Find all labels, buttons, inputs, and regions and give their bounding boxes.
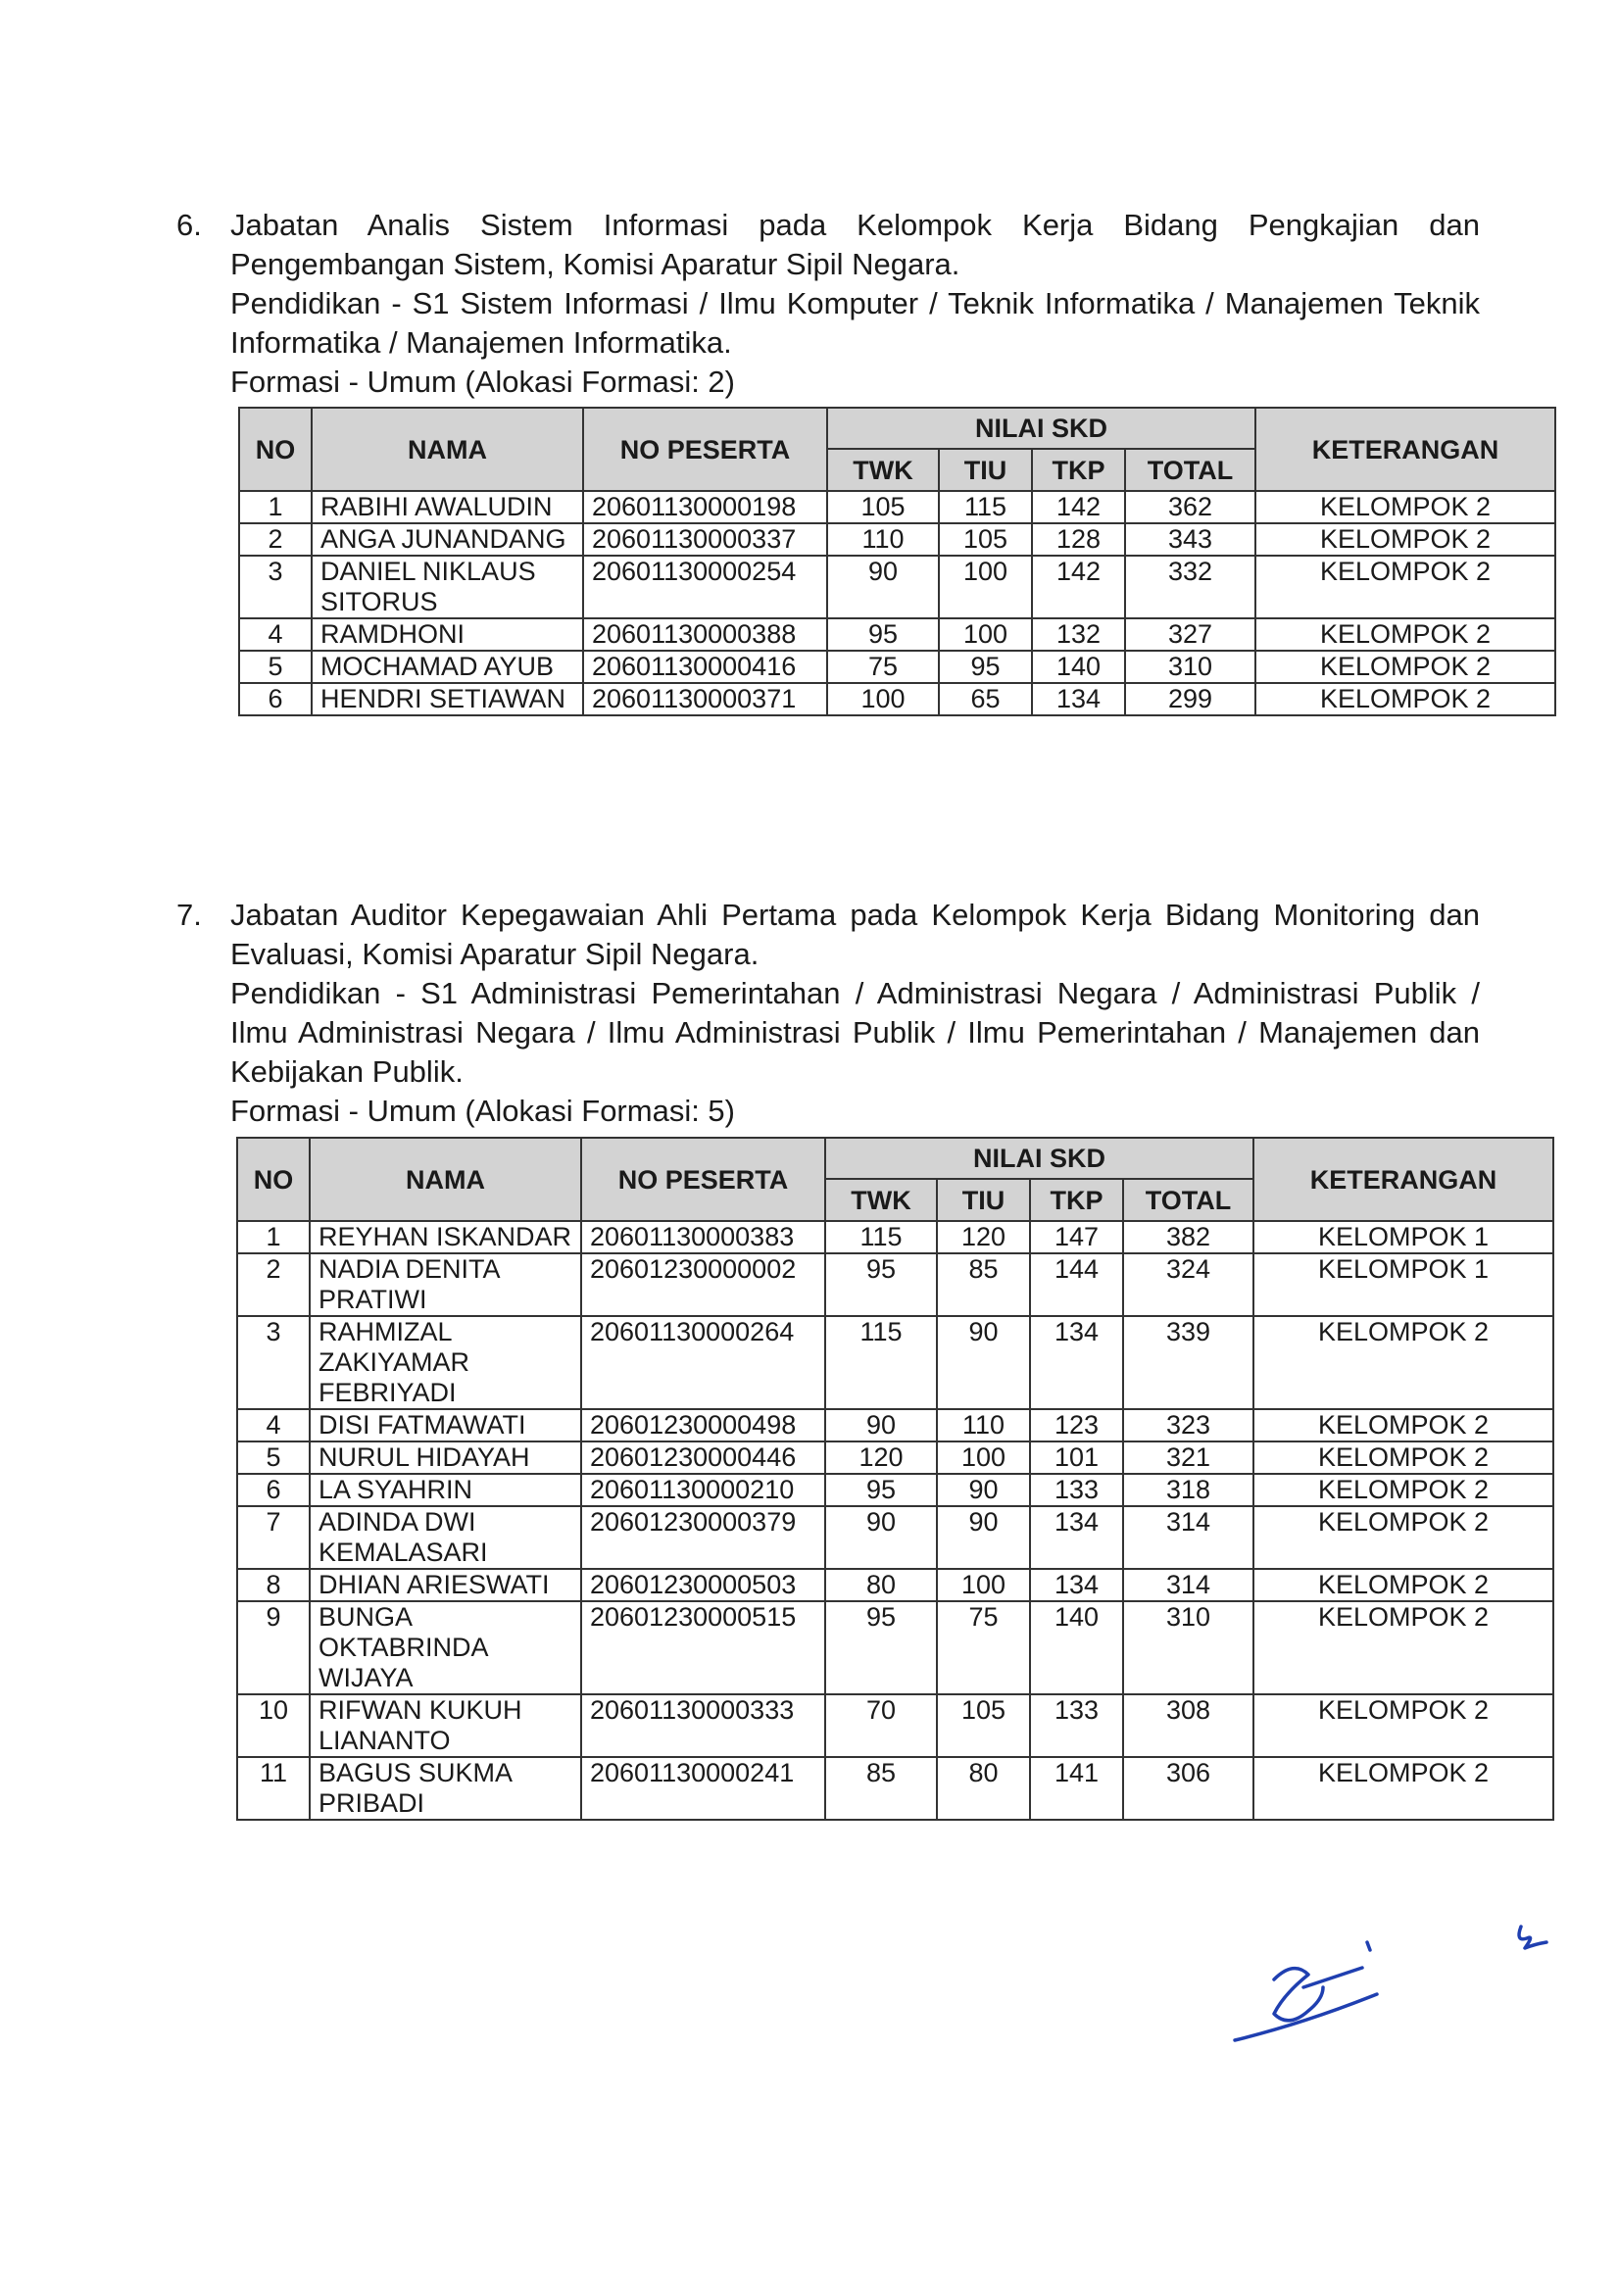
participant-number: 20601230000379 <box>581 1506 825 1569</box>
score-total: 324 <box>1123 1253 1253 1316</box>
score-total: 308 <box>1123 1694 1253 1757</box>
participant-name: DHIAN ARIESWATI <box>310 1569 581 1601</box>
score-twk: 120 <box>825 1441 937 1474</box>
header-keterangan: KETERANGAN <box>1255 408 1555 491</box>
header-nilai-skd: NILAI SKD <box>827 408 1255 449</box>
score-total: 310 <box>1123 1601 1253 1694</box>
table-row <box>237 1601 1553 1694</box>
table-row <box>237 1221 1553 1253</box>
score-twk: 115 <box>825 1316 937 1409</box>
participant-number: 20601130000264 <box>581 1316 825 1409</box>
results-table-7 <box>236 1137 1554 1821</box>
table-row <box>237 1316 1553 1409</box>
score-tiu: 110 <box>937 1409 1030 1441</box>
score-tkp: 140 <box>1030 1601 1123 1694</box>
score-tkp: 134 <box>1030 1316 1123 1409</box>
table-row <box>239 683 1555 715</box>
row-number: 2 <box>237 1253 310 1316</box>
signature-initials <box>1215 1921 1588 2077</box>
score-twk: 95 <box>825 1474 937 1506</box>
formation-line: Formasi - Umum (Alokasi Formasi: 5) <box>230 1094 735 1128</box>
position-line: Pengembangan Sistem, Komisi Aparatur Sipil Negara. <box>230 247 960 281</box>
header-tiu: TIU <box>937 1179 1030 1221</box>
header-total: TOTAL <box>1123 1179 1253 1221</box>
participant-number: 20601130000388 <box>583 618 827 651</box>
header-no: NO <box>239 408 312 491</box>
row-number: 6 <box>237 1474 310 1506</box>
section-number: 7. <box>176 898 202 932</box>
participant-number: 20601130000383 <box>581 1221 825 1253</box>
header-keterangan: KETERANGAN <box>1253 1138 1553 1221</box>
group-label: KELOMPOK 2 <box>1255 556 1555 618</box>
score-tiu: 80 <box>937 1757 1030 1820</box>
score-total: 314 <box>1123 1569 1253 1601</box>
participant-name: BUNGA OKTABRINDA WIJAYA <box>310 1601 581 1694</box>
section-text <box>230 206 1480 402</box>
table-row <box>239 651 1555 683</box>
table-row <box>237 1506 1553 1569</box>
score-tkp: 128 <box>1032 523 1125 556</box>
score-tiu: 75 <box>937 1601 1030 1694</box>
table-row <box>237 1474 1553 1506</box>
score-tiu: 105 <box>937 1694 1030 1757</box>
score-total: 327 <box>1125 618 1255 651</box>
row-number: 11 <box>237 1757 310 1820</box>
score-tkp: 144 <box>1030 1253 1123 1316</box>
header-tiu: TIU <box>939 449 1032 491</box>
paraf-stroke <box>1519 1927 1546 1948</box>
score-tiu: 105 <box>939 523 1032 556</box>
header-tkp: TKP <box>1030 1179 1123 1221</box>
score-total: 339 <box>1123 1316 1253 1409</box>
score-total: 299 <box>1125 683 1255 715</box>
position-line: Evaluasi, Komisi Aparatur Sipil Negara. <box>230 937 760 971</box>
section-number: 6. <box>176 208 202 242</box>
table-row <box>237 1694 1553 1757</box>
score-twk: 95 <box>827 618 939 651</box>
header-tkp: TKP <box>1032 449 1125 491</box>
table-row <box>237 1757 1553 1820</box>
score-tkp: 123 <box>1030 1409 1123 1441</box>
row-number: 9 <box>237 1601 310 1694</box>
score-twk: 100 <box>827 683 939 715</box>
initial-stroke <box>1303 1968 1362 1987</box>
education-line: Ilmu Administrasi Negara / Ilmu Administrasi Publik / Ilmu Pemerintahan / Manajemen dan <box>230 1015 1480 1050</box>
group-label: KELOMPOK 2 <box>1253 1441 1553 1474</box>
participant-name: DISI FATMAWATI <box>310 1409 581 1441</box>
score-tiu: 90 <box>937 1316 1030 1409</box>
row-number: 4 <box>237 1409 310 1441</box>
participant-name: NURUL HIDAYAH <box>310 1441 581 1474</box>
table-row <box>237 1441 1553 1474</box>
score-tkp: 133 <box>1030 1694 1123 1757</box>
group-label: KELOMPOK 2 <box>1253 1409 1553 1441</box>
education-line: Pendidikan - S1 Administrasi Pemerintahan / Administrasi Negara / Administrasi Publik / <box>230 976 1480 1010</box>
participant-number: 20601230000503 <box>581 1569 825 1601</box>
row-number: 1 <box>237 1221 310 1253</box>
group-label: KELOMPOK 2 <box>1255 523 1555 556</box>
position-line: Jabatan Auditor Kepegawaian Ahli Pertama pada Kelompok Kerja Bidang Monitoring dan <box>230 898 1480 932</box>
score-twk: 110 <box>827 523 939 556</box>
score-twk: 90 <box>825 1409 937 1441</box>
header-nilai-skd: NILAI SKD <box>825 1138 1253 1179</box>
row-number: 8 <box>237 1569 310 1601</box>
participant-name: ADINDA DWI KEMALASARI <box>310 1506 581 1569</box>
score-tkp: 141 <box>1030 1757 1123 1820</box>
row-number: 7 <box>237 1506 310 1569</box>
score-tiu: 100 <box>937 1569 1030 1601</box>
participant-number: 20601230000498 <box>581 1409 825 1441</box>
table-row <box>239 491 1555 523</box>
group-label: KELOMPOK 2 <box>1255 491 1555 523</box>
score-tkp: 142 <box>1032 491 1125 523</box>
score-twk: 80 <box>825 1569 937 1601</box>
group-label: KELOMPOK 2 <box>1253 1757 1553 1820</box>
participant-name: DANIEL NIKLAUS SITORUS <box>312 556 583 618</box>
section-6 <box>176 206 1480 402</box>
row-number: 3 <box>237 1316 310 1409</box>
education-line: Kebijakan Publik. <box>230 1054 464 1089</box>
score-tiu: 120 <box>937 1221 1030 1253</box>
group-label: KELOMPOK 1 <box>1253 1253 1553 1316</box>
score-twk: 90 <box>825 1506 937 1569</box>
table-row <box>237 1253 1553 1316</box>
score-total: 306 <box>1123 1757 1253 1820</box>
participant-name: MOCHAMAD AYUB <box>312 651 583 683</box>
header-nama: NAMA <box>310 1138 581 1221</box>
score-total: 332 <box>1125 556 1255 618</box>
participant-number: 20601230000446 <box>581 1441 825 1474</box>
row-number: 2 <box>239 523 312 556</box>
table-row <box>239 618 1555 651</box>
score-twk: 95 <box>825 1253 937 1316</box>
score-tiu: 100 <box>939 618 1032 651</box>
group-label: KELOMPOK 2 <box>1255 651 1555 683</box>
initial-stroke <box>1235 1994 1377 2040</box>
participant-name: RAMDHONI <box>312 618 583 651</box>
score-twk: 70 <box>825 1694 937 1757</box>
participant-name: RIFWAN KUKUH LIANANTO <box>310 1694 581 1757</box>
participant-number: 20601130000416 <box>583 651 827 683</box>
participant-name: BAGUS SUKMA PRIBADI <box>310 1757 581 1820</box>
group-label: KELOMPOK 2 <box>1253 1316 1553 1409</box>
score-tkp: 133 <box>1030 1474 1123 1506</box>
score-tiu: 100 <box>937 1441 1030 1474</box>
group-label: KELOMPOK 2 <box>1255 618 1555 651</box>
row-number: 1 <box>239 491 312 523</box>
score-twk: 85 <box>825 1757 937 1820</box>
score-tkp: 134 <box>1030 1569 1123 1601</box>
header-no: NO <box>237 1138 310 1221</box>
formation-line: Formasi - Umum (Alokasi Formasi: 2) <box>230 365 735 399</box>
header-twk: TWK <box>827 449 939 491</box>
participant-name: REYHAN ISKANDAR <box>310 1221 581 1253</box>
participant-number: 20601230000515 <box>581 1601 825 1694</box>
section-7 <box>176 896 1480 1131</box>
participant-number: 20601130000333 <box>581 1694 825 1757</box>
row-number: 10 <box>237 1694 310 1757</box>
participant-name: RAHMIZAL ZAKIYAMAR FEBRIYADI <box>310 1316 581 1409</box>
results-table-6 <box>238 407 1556 716</box>
group-label: KELOMPOK 2 <box>1253 1694 1553 1757</box>
group-label: KELOMPOK 2 <box>1253 1569 1553 1601</box>
score-tiu: 95 <box>939 651 1032 683</box>
participant-number: 20601230000002 <box>581 1253 825 1316</box>
score-twk: 95 <box>825 1601 937 1694</box>
participant-name: ANGA JUNANDANG <box>312 523 583 556</box>
score-tiu: 100 <box>939 556 1032 618</box>
education-line: Informatika / Manajemen Informatika. <box>230 325 732 360</box>
score-total: 362 <box>1125 491 1255 523</box>
score-twk: 115 <box>825 1221 937 1253</box>
header-no-peserta: NO PESERTA <box>581 1138 825 1221</box>
header-twk: TWK <box>825 1179 937 1221</box>
score-tiu: 85 <box>937 1253 1030 1316</box>
score-tkp: 132 <box>1032 618 1125 651</box>
participant-number: 20601130000337 <box>583 523 827 556</box>
group-label: KELOMPOK 1 <box>1253 1221 1553 1253</box>
score-tkp: 142 <box>1032 556 1125 618</box>
participant-number: 20601130000210 <box>581 1474 825 1506</box>
row-number: 5 <box>237 1441 310 1474</box>
table-row <box>237 1569 1553 1601</box>
table-row <box>239 556 1555 618</box>
header-no-peserta: NO PESERTA <box>583 408 827 491</box>
participant-name: NADIA DENITA PRATIWI <box>310 1253 581 1316</box>
score-tiu: 90 <box>937 1506 1030 1569</box>
row-number: 4 <box>239 618 312 651</box>
score-tiu: 90 <box>937 1474 1030 1506</box>
score-tkp: 147 <box>1030 1221 1123 1253</box>
score-twk: 75 <box>827 651 939 683</box>
row-number: 6 <box>239 683 312 715</box>
row-number: 5 <box>239 651 312 683</box>
participant-name: RABIHI AWALUDIN <box>312 491 583 523</box>
group-label: KELOMPOK 2 <box>1253 1474 1553 1506</box>
score-total: 318 <box>1123 1474 1253 1506</box>
participant-name: LA SYAHRIN <box>310 1474 581 1506</box>
score-tiu: 115 <box>939 491 1032 523</box>
education-line: Pendidikan - S1 Sistem Informasi / Ilmu Komputer / Teknik Informatika / Manajemen Teknik <box>230 286 1480 320</box>
group-label: KELOMPOK 2 <box>1253 1601 1553 1694</box>
score-total: 382 <box>1123 1221 1253 1253</box>
score-twk: 105 <box>827 491 939 523</box>
participant-number: 20601130000241 <box>581 1757 825 1820</box>
score-tiu: 65 <box>939 683 1032 715</box>
initial-stroke <box>1367 1942 1370 1950</box>
group-label: KELOMPOK 2 <box>1253 1506 1553 1569</box>
score-tkp: 134 <box>1030 1506 1123 1569</box>
participant-number: 20601130000371 <box>583 683 827 715</box>
row-number: 3 <box>239 556 312 618</box>
score-total: 343 <box>1125 523 1255 556</box>
section-text <box>230 896 1480 1131</box>
score-total: 314 <box>1123 1506 1253 1569</box>
initial-stroke <box>1274 1969 1323 2021</box>
header-total: TOTAL <box>1125 449 1255 491</box>
score-twk: 90 <box>827 556 939 618</box>
position-line: Jabatan Analis Sistem Informasi pada Kelompok Kerja Bidang Pengkajian dan <box>230 208 1480 242</box>
participant-name: HENDRI SETIAWAN <box>312 683 583 715</box>
participant-number: 20601130000254 <box>583 556 827 618</box>
table-row <box>239 523 1555 556</box>
score-total: 310 <box>1125 651 1255 683</box>
header-nama: NAMA <box>312 408 583 491</box>
score-total: 323 <box>1123 1409 1253 1441</box>
score-tkp: 101 <box>1030 1441 1123 1474</box>
participant-number: 20601130000198 <box>583 491 827 523</box>
group-label: KELOMPOK 2 <box>1255 683 1555 715</box>
score-tkp: 140 <box>1032 651 1125 683</box>
table-row <box>237 1409 1553 1441</box>
score-total: 321 <box>1123 1441 1253 1474</box>
score-tkp: 134 <box>1032 683 1125 715</box>
